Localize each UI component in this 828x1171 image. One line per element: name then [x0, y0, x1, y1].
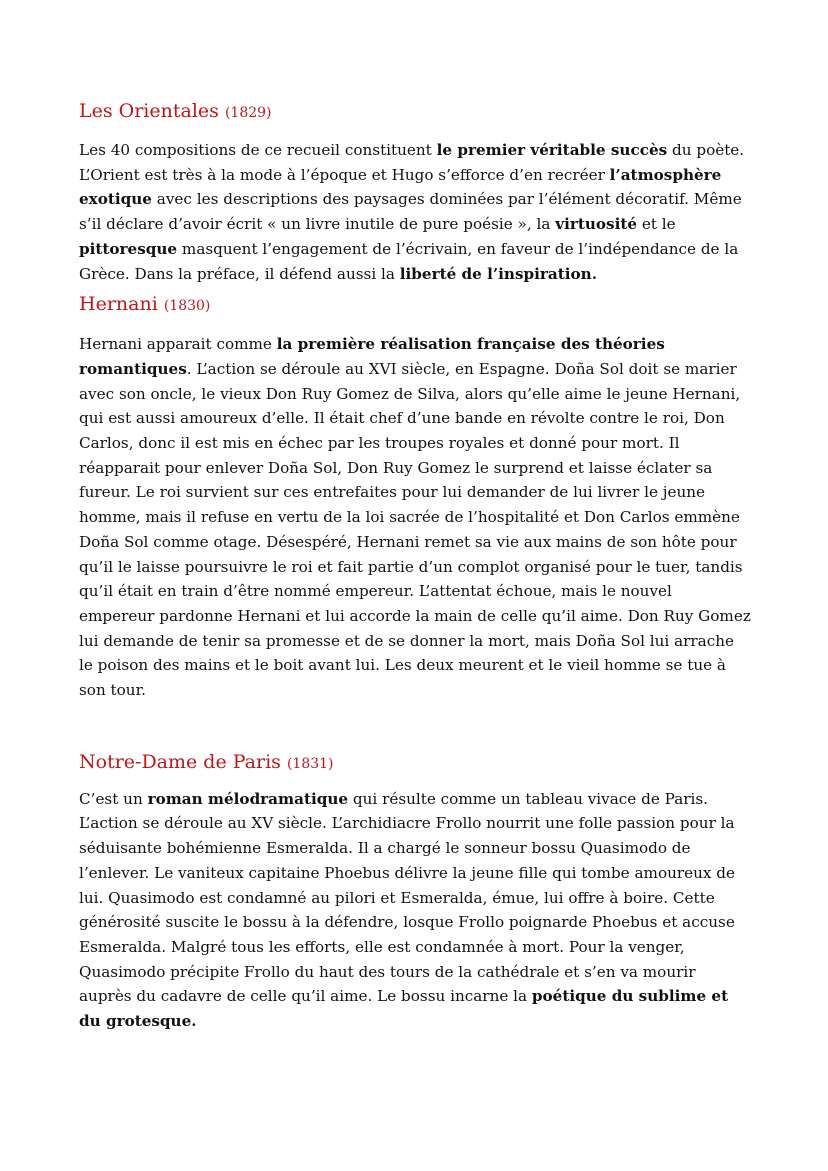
text-run: du poète. L’Orient est très à la mode à l’époque et Hugo s’efforce d’en recréer — [79, 141, 745, 184]
section-title-hernani — [79, 289, 751, 321]
text-run: C’est un — [79, 789, 148, 808]
section-title-les-orientales — [79, 96, 751, 128]
bold-run: pittoresque — [79, 239, 178, 258]
text-run: avec les descriptions des paysages dominées par l’élément décoratif. Même s’il déclare d’avoir écrit « un livre inutile de pure poésie », la — [79, 190, 742, 234]
text-run: masquent l’engagement de l’écrivain, en faveur de l’indépendance de la Grèce. Dans la préface, il défend aussi la — [79, 239, 739, 283]
bold-run: roman mélodramatique — [147, 789, 349, 808]
section-title-text: Hernani — [79, 293, 158, 316]
section-year: (1830) — [163, 298, 211, 315]
bold-run: la première réalisation française des théories romantiques — [79, 335, 665, 378]
bold-run: virtuosité — [555, 215, 638, 234]
section-title-text: Les Orientales — [79, 100, 219, 122]
section-paragraph — [79, 138, 751, 286]
bold-run: l’atmosphère exotique — [79, 165, 722, 209]
section-paragraph — [79, 787, 751, 1034]
bold-run: le premier véritable succès — [436, 141, 668, 159]
document-page — [79, 96, 751, 1034]
text-run: Hernani apparait comme — [79, 335, 277, 354]
text-run: et le — [637, 215, 676, 234]
section-year: (1829) — [224, 105, 272, 121]
section-title-notre-dame-de-paris — [79, 747, 751, 779]
text-run: qui résulte comme un tableau vivace de Paris. L’action se déroule au XV siècle. L’archidiacre Frollo nourrit une folle passion pour la séduisante bohémienne Esmeralda. Il a chargé le sonneur bossu Quasimodo de l’enlever. Le vaniteux capitaine Phoebus délivre la jeune fille qui tombe amoureux de lui. Quasimodo est condamné au pilori et Esmeralda, émue, lui offre à boire. Cette générosité suscite le bossu à la défendre, losque Frollo poignarde Phoebus et accuse Esmeralda. Malgré tous les efforts, elle est condamnée à mort. Pour la venger, Quasimodo précipite Frollo du haut des tours de la cathédrale et s’en va mourir auprès du cadavre de celle qu’il aime. Le bossu incarne la — [79, 789, 736, 1006]
text-run: . L’action se déroule au XVI siècle, en Espagne. Doña Sol doit se marier avec son oncle, le vieux Don Ruy Gomez de Silva, alors qu’elle aime le jeune Hernani, qui est aussi amoureux d’elle. Il était chef d’une bande en révolte contre le roi, Don Carlos, donc il est mis en échec par les troupes royales et donné pour mort. Il réapparait pour enlever Doña Sol, Don Ruy Gomez le surprend et laisse éclater sa fureur. Le roi survient sur ces entrefaites pour lui demander de lui livrer le jeune homme, mais il refuse en vertu de la loi sacrée de l’hospitalité et Don Carlos emmène Doña Sol comme otage. Désespéré, Hernani remet sa vie aux mains de son hôte pour qu’il le laisse poursuivre le roi et fait partie d’un complot organisé pour le tuer, tandis qu’il était en train d’être nommé empereur. L’attentat échoue, mais le nouvel empereur pardonne Hernani et lui accorde la main de celle qu’il aime. Don Ruy Gomez lui demande de tenir sa promesse et de se donner la mort, mais Doña Sol lui arrache le poison des mains et le boit avant lui. Les deux meurent et le vieil homme se tue à son tour. — [79, 359, 751, 700]
text-run: Les 40 compositions de ce recueil constituent — [79, 141, 437, 159]
bold-run: poétique du sublime et du grotesque. — [79, 987, 729, 1031]
section-paragraph — [79, 332, 751, 703]
bold-run: liberté de l’inspiration. — [399, 264, 598, 283]
section-title-text: Notre-Dame de Paris — [79, 750, 281, 773]
section-year: (1831) — [286, 755, 334, 772]
